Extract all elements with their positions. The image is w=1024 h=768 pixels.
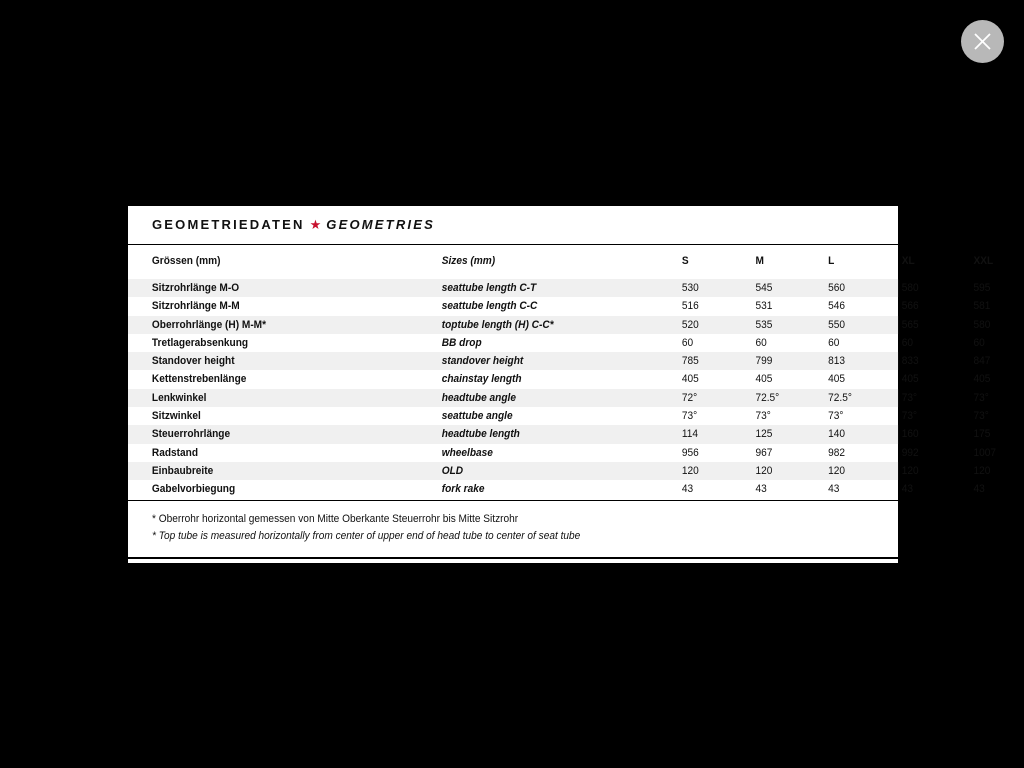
cell-size-xl: 43 [901, 483, 913, 496]
table-row [128, 462, 991, 480]
row-label-de: Gabelvorbiegung [151, 483, 236, 496]
cell-size-xxl: 405 [973, 373, 991, 386]
row-label-de: Sitzwinkel [151, 410, 201, 423]
cell-size-xxl: 73° [973, 410, 989, 423]
table-body [128, 279, 997, 499]
cell-size-xxl: 847 [973, 355, 991, 368]
header-de: Grössen (mm) [151, 255, 221, 267]
cell-size-s: 520 [681, 318, 699, 331]
cell-size-xl: 60 [901, 336, 913, 349]
header-size-s: S [681, 255, 689, 267]
cell-size-l: 982 [828, 446, 846, 459]
cell-size-s: 120 [681, 464, 699, 477]
cell-size-m: 72.5° [755, 391, 780, 404]
cell-size-l: 140 [828, 428, 846, 441]
table-row [128, 297, 991, 315]
divider [128, 244, 898, 245]
table-title [152, 217, 435, 233]
header-size-m: M [755, 255, 764, 267]
cell-size-xl: 73° [901, 410, 918, 423]
cell-size-xxl: 580 [973, 318, 991, 331]
cell-size-m: 73° [755, 410, 771, 423]
cell-size-s: 60 [681, 336, 694, 349]
row-label-de: Sitzrohrlänge M-O [151, 282, 240, 294]
cell-size-xxl: 60 [973, 336, 985, 349]
table-row [128, 370, 991, 388]
cell-size-xxl: 1007 [973, 446, 997, 459]
row-label-de: Standover height [151, 355, 235, 368]
row-label-de: Tretlagerabsenkung [151, 336, 249, 349]
cell-size-s: 785 [681, 355, 699, 368]
row-label-en: chainstay length [441, 373, 522, 386]
cell-size-m: 535 [755, 318, 773, 331]
cell-size-xxl: 175 [973, 428, 991, 441]
cell-size-xxl: 120 [973, 464, 991, 477]
cell-size-s: 516 [681, 300, 699, 313]
table-row [128, 407, 989, 425]
table-row [128, 389, 989, 407]
row-label-en: BB drop [441, 336, 482, 349]
cell-size-xl: 833 [901, 355, 919, 368]
cell-size-l: 560 [828, 282, 846, 294]
close-icon [961, 20, 1004, 63]
cell-size-m: 43 [755, 483, 767, 496]
row-label-en: OLD [441, 464, 464, 477]
close-button[interactable] [961, 20, 1004, 63]
cell-size-l: 120 [828, 464, 846, 477]
cell-size-l: 60 [828, 336, 840, 349]
cell-size-xxl: 595 [973, 282, 991, 294]
geometry-table [128, 250, 997, 499]
footnotes [152, 511, 580, 545]
table-row [128, 352, 991, 370]
header-en: Sizes (mm) [441, 255, 496, 267]
cell-size-xxl: 73° [973, 391, 989, 404]
row-label-de: Radstand [151, 446, 199, 459]
header-size-xxl: XXL [973, 255, 994, 267]
table-row [128, 480, 985, 498]
row-label-en: seattube length C-T [441, 282, 537, 294]
title-de: GEOMETRIEDATEN [152, 217, 305, 232]
cell-size-xl: 566 [901, 300, 919, 313]
cell-size-xl: 73° [901, 391, 918, 404]
row-label-en: headtube angle [441, 391, 516, 404]
cell-size-xl: 160 [901, 428, 919, 441]
cell-size-m: 60 [755, 336, 767, 349]
row-label-en: headtube length [441, 428, 520, 441]
table-header [128, 250, 994, 279]
cell-size-s: 73° [681, 410, 698, 423]
cell-size-s: 956 [681, 446, 699, 459]
cell-size-xxl: 43 [973, 483, 985, 496]
cell-size-s: 72° [681, 391, 698, 404]
cell-size-xl: 405 [901, 373, 919, 386]
divider [128, 500, 898, 501]
cell-size-s: 530 [681, 282, 699, 294]
row-label-en: fork rake [441, 483, 485, 496]
table-row [128, 279, 991, 297]
cell-size-xl: 120 [901, 464, 919, 477]
star-icon: ★ [309, 217, 322, 232]
cell-size-m: 967 [755, 446, 773, 459]
cell-size-m: 531 [755, 300, 773, 313]
table-row [128, 444, 997, 462]
footnote-de: * Oberrohr horizontal gemessen von Mitte Oberkante Steuerrohr bis Mitte Sitzrohr [152, 513, 519, 525]
row-label-de: Lenkwinkel [151, 391, 207, 404]
cell-size-xxl: 581 [973, 300, 991, 313]
cell-size-l: 405 [828, 373, 846, 386]
row-label-en: seattube angle [441, 410, 513, 423]
table-row [128, 425, 991, 443]
row-label-de: Einbaubreite [151, 464, 214, 477]
cell-size-m: 125 [755, 428, 773, 441]
row-label-de: Sitzrohrlänge M-M [151, 300, 240, 313]
geometry-image [128, 206, 997, 563]
cell-size-m: 405 [755, 373, 773, 386]
table-row [128, 334, 985, 352]
cell-size-m: 120 [755, 464, 773, 477]
row-label-en: seattube length C-C [441, 300, 538, 313]
cell-size-l: 43 [828, 483, 840, 496]
cell-size-xl: 565 [901, 318, 919, 331]
header-size-l: L [828, 255, 835, 267]
table-row [128, 316, 991, 334]
cell-size-m: 545 [755, 282, 773, 294]
row-label-en: toptube length (H) C-C* [441, 318, 554, 331]
cell-size-l: 546 [828, 300, 846, 313]
row-label-en: wheelbase [441, 446, 493, 459]
cell-size-m: 799 [755, 355, 773, 368]
cell-size-xl: 992 [901, 446, 919, 459]
title-en: GEOMETRIES [326, 217, 435, 232]
header-size-xl: XL [901, 255, 915, 267]
cell-size-l: 813 [828, 355, 846, 368]
row-label-de: Oberrohrlänge (H) M-M* [151, 318, 267, 331]
cell-size-l: 73° [828, 410, 844, 423]
divider [128, 557, 898, 559]
footnote-en: * Top tube is measured horizontally from center of upper end of head tube to center of seat tube [152, 530, 581, 542]
row-label-de: Kettenstrebenlänge [151, 373, 247, 386]
row-label-de: Steuerrohrlänge [151, 428, 231, 441]
cell-size-s: 114 [681, 428, 698, 441]
cell-size-l: 550 [828, 318, 846, 331]
cell-size-s: 43 [681, 483, 694, 496]
row-label-en: standover height [441, 355, 524, 368]
cell-size-s: 405 [681, 373, 699, 386]
cell-size-l: 72.5° [828, 391, 852, 404]
cell-size-xl: 580 [901, 282, 919, 294]
